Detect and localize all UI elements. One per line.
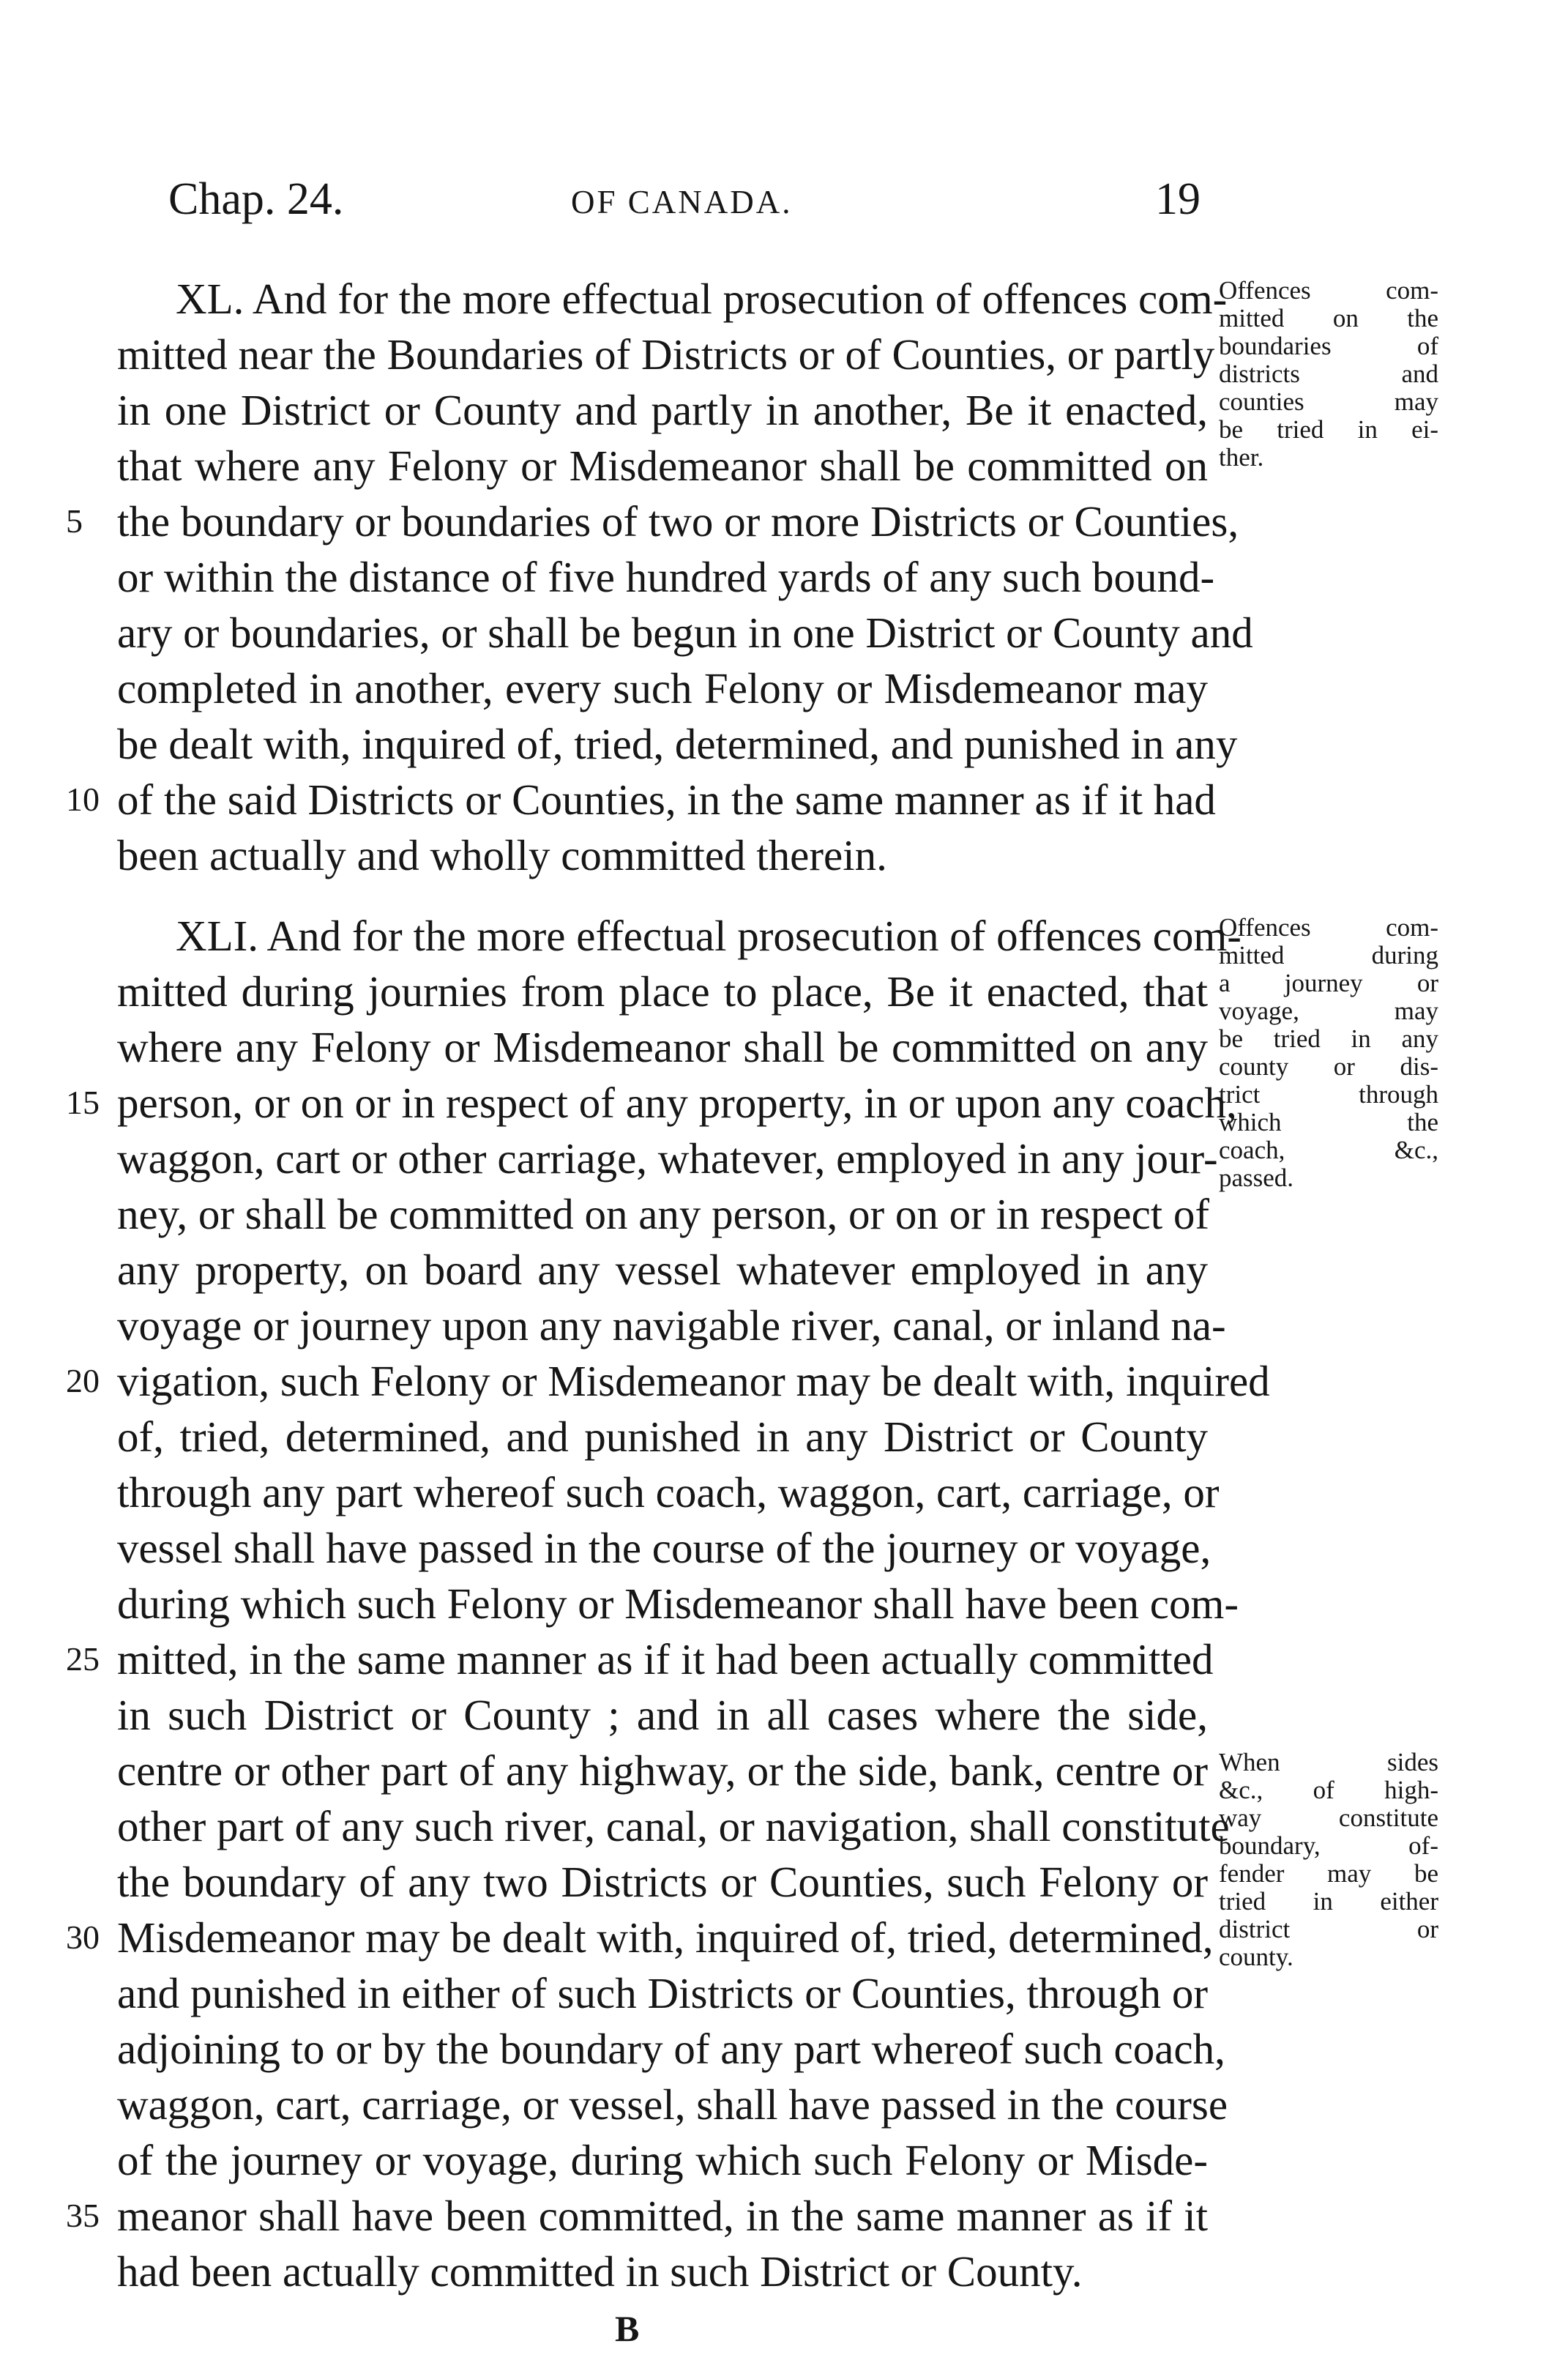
margin-note-sides bbox=[1219, 1749, 1438, 1971]
section-xli-line: the boundary of any two Districts or Counties, such Felony or bbox=[117, 1858, 1208, 1906]
margin-note-line: trict through bbox=[1219, 1080, 1438, 1109]
margin-note-line: districts and bbox=[1219, 360, 1438, 388]
margin-note-boundaries bbox=[1219, 277, 1438, 472]
section-xl-line: that where any Felony or Misdemeanor shall be committed on bbox=[117, 442, 1208, 490]
section-xl-line: completed in another, every such Felony or Misdemeanor may bbox=[117, 664, 1208, 712]
margin-note-line: a journey or bbox=[1219, 969, 1438, 997]
section-xli-line: centre or other part of any highway, or the side, bank, centre or bbox=[117, 1746, 1208, 1795]
section-xli-line: vigation, such Felony or Misdemeanor may be dealt with, inquired bbox=[117, 1357, 1270, 1405]
margin-note-line: be tried in ei- bbox=[1219, 415, 1438, 444]
section-xli-line: mitted, in the same manner as if it had been actually committed bbox=[117, 1635, 1214, 1683]
line-number: 10 bbox=[66, 781, 100, 818]
margin-note-line: boundary, of- bbox=[1219, 1831, 1438, 1860]
page-header bbox=[110, 170, 1201, 228]
margin-note-line: mitted during bbox=[1219, 941, 1438, 969]
section-xli-line: through any part whereof such coach, waggon, cart, carriage, or bbox=[117, 1468, 1220, 1516]
section-xli-line: voyage or journey upon any navigable river, canal, or inland na- bbox=[117, 1301, 1226, 1350]
section-xl-line: XL. And for the more effectual prosecution of offences com- bbox=[176, 275, 1228, 323]
page-number: 19 bbox=[1155, 174, 1201, 224]
section-xli-line: person, or on or in respect of any property, in or upon any coach, bbox=[117, 1079, 1237, 1127]
line-number: 25 bbox=[66, 1640, 100, 1678]
section-xli-line: of, tried, determined, and punished in any District or County bbox=[117, 1412, 1208, 1461]
section-xli-line: meanor shall have been committed, in the same manner as if it bbox=[117, 2192, 1208, 2240]
margin-note-line: coach, &c., bbox=[1219, 1136, 1438, 1164]
margin-note-journey bbox=[1219, 914, 1438, 1192]
margin-note-line: &c., of high- bbox=[1219, 1776, 1438, 1804]
section-xl-line: in one District or County and partly in another, Be it enacted, bbox=[117, 386, 1208, 434]
margin-note-line: Offences com- bbox=[1219, 276, 1438, 305]
section-xli-line: Misdemeanor may be dealt with, inquired of, tried, determined, bbox=[117, 1913, 1214, 1962]
section-xli-line: adjoining to or by the boundary of any part whereof such coach, bbox=[117, 2025, 1225, 2073]
line-number: 35 bbox=[66, 2197, 100, 2234]
section-xl-line: the boundary or boundaries of two or more Districts or Counties, bbox=[117, 497, 1239, 546]
section-xli-line: mitted during journies from place to place, Be it enacted, that bbox=[117, 967, 1208, 1016]
margin-note-line: When sides bbox=[1219, 1748, 1438, 1776]
signature-mark: B bbox=[615, 2308, 640, 2349]
running-title: OF CANADA. bbox=[571, 184, 793, 220]
section-xli-line: other part of any such river, canal, or navigation, shall constitute bbox=[117, 1802, 1230, 1850]
section-xli-line: in such District or County ; and in all cases where the side, bbox=[117, 1691, 1208, 1739]
margin-note-line: boundaries of bbox=[1219, 332, 1438, 360]
section-xl-line: be dealt with, inquired of, tried, determined, and punished in any bbox=[117, 720, 1238, 768]
margin-note-line: Offences com- bbox=[1219, 913, 1438, 942]
margin-note-line: counties may bbox=[1219, 387, 1438, 416]
section-xli-line: any property, on board any vessel whatever employed in any bbox=[117, 1246, 1208, 1294]
section-xli-line: waggon, cart, carriage, or vessel, shall have passed in the course bbox=[117, 2080, 1228, 2129]
margin-note-line: which the bbox=[1219, 1108, 1438, 1136]
section-xli-line: of the journey or voyage, during which such Felony or Misde- bbox=[117, 2136, 1208, 2184]
section-xl-line: been actually and wholly committed therein. bbox=[117, 831, 887, 879]
section-xl-line: of the said Districts or Counties, in the same manner as if it had bbox=[117, 775, 1216, 824]
section-xl-line: mitted near the Boundaries of Districts or of Counties, or partly bbox=[117, 330, 1215, 379]
section-xl-line: or within the distance of five hundred yards of any such bound- bbox=[117, 553, 1215, 601]
margin-note-line: district or bbox=[1219, 1915, 1438, 1943]
margin-note-line: county or dis- bbox=[1219, 1052, 1438, 1081]
line-number: 30 bbox=[66, 1918, 100, 1956]
margin-note-line: county. bbox=[1219, 1943, 1293, 1971]
line-number: 15 bbox=[66, 1084, 100, 1121]
section-xli-line: and punished in either of such Districts or Counties, through or bbox=[117, 1969, 1208, 2017]
margin-note-line: passed. bbox=[1219, 1164, 1294, 1192]
section-xli-line: during which such Felony or Misdemeanor shall have been com- bbox=[117, 1579, 1239, 1628]
margin-note-line: fender may be bbox=[1219, 1859, 1438, 1888]
margin-note-line: mitted on the bbox=[1219, 304, 1438, 332]
section-xl-line: ary or boundaries, or shall be begun in one District or County and bbox=[117, 608, 1253, 657]
margin-note-line: tried in either bbox=[1219, 1887, 1438, 1916]
margin-note-line: voyage, may bbox=[1219, 997, 1438, 1025]
chapter-label: Chap. 24. bbox=[168, 174, 344, 224]
margin-note-line: way constitute bbox=[1219, 1804, 1438, 1832]
margin-note-line: be tried in any bbox=[1219, 1024, 1438, 1053]
section-xli-line: had been actually committed in such District or County. bbox=[117, 2247, 1083, 2296]
section-xli-line: where any Felony or Misdemeanor shall be committed on any bbox=[117, 1023, 1208, 1071]
section-xli-line: XLI. And for the more effectual prosecution of offences com- bbox=[176, 912, 1242, 960]
margin-note-line: ther. bbox=[1219, 443, 1264, 472]
line-number: 5 bbox=[66, 502, 83, 540]
section-xli-line: waggon, cart or other carriage, whatever, employed in any jour- bbox=[117, 1134, 1218, 1183]
section-xli-line: vessel shall have passed in the course of the journey or voyage, bbox=[117, 1524, 1212, 1572]
section-xli-line: ney, or shall be committed on any person, or on or in respect of bbox=[117, 1190, 1210, 1238]
line-number: 20 bbox=[66, 1362, 100, 1399]
